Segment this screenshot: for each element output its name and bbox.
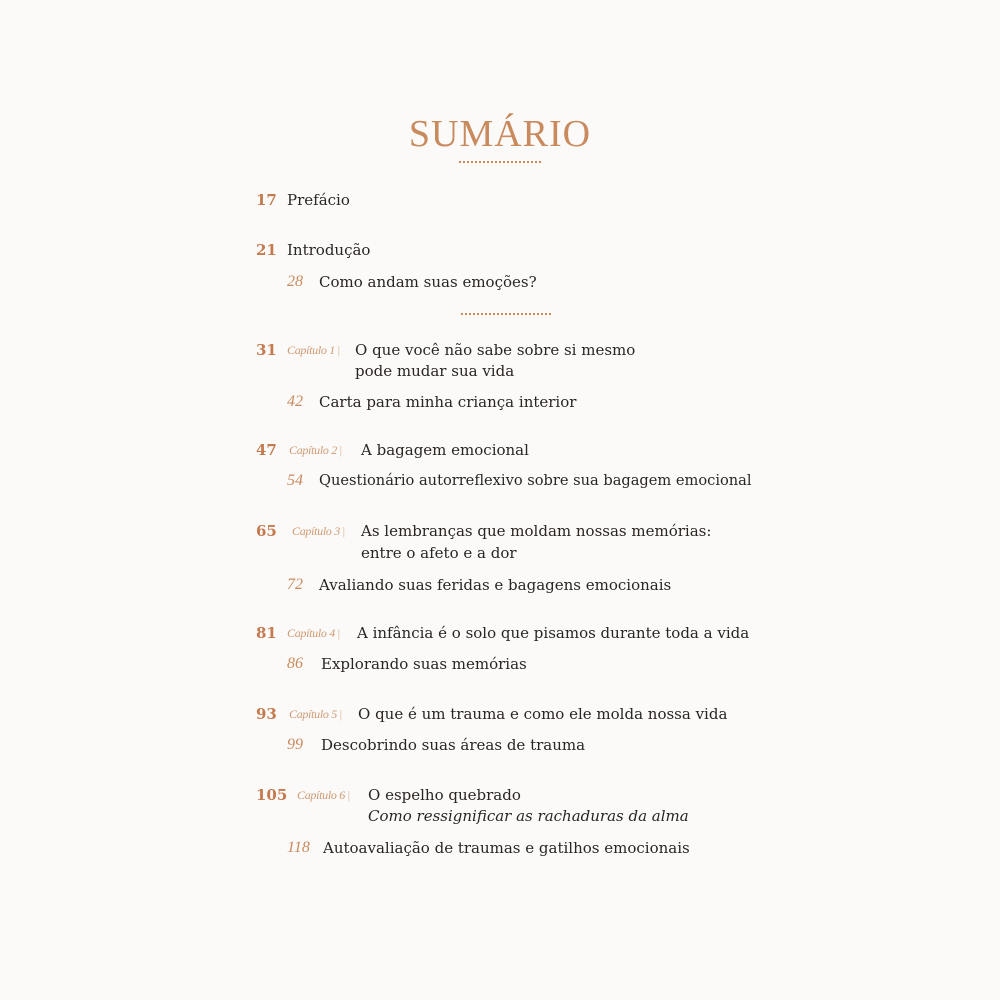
subentry-page-number: 54 <box>287 472 303 489</box>
entry-title[interactable]: A infância é o solo que pisamos durante toda a vida <box>357 624 750 642</box>
entry-page-number: 21 <box>256 241 277 259</box>
subentry-page-number: 72 <box>287 576 303 593</box>
chapter-separator: | <box>337 343 341 357</box>
subentry-page-number: 99 <box>287 736 303 753</box>
entry-page-number: 47 <box>256 441 277 459</box>
entry-title[interactable]: As lembranças que moldam nossas memórias: <box>361 522 712 540</box>
chapter-separator: | <box>339 443 343 457</box>
chapter-label-text: Capítulo 3 <box>292 524 341 538</box>
entry-title[interactable]: O que é um trauma e como ele molda nossa vida <box>358 705 728 723</box>
subentry-page-number: 118 <box>287 839 310 856</box>
chapter-separator: | <box>347 788 351 802</box>
entry-page-number: 65 <box>256 522 277 540</box>
chapter-label <box>292 522 345 540</box>
subentry-title[interactable]: Como andam suas emoções? <box>319 273 537 291</box>
section-divider <box>461 313 551 315</box>
entry-page-number: 81 <box>256 624 277 642</box>
subentry-title[interactable]: Avaliando suas feridas e bagagens emocionais <box>319 576 672 594</box>
entry-page-number: 31 <box>256 341 277 359</box>
title-divider <box>459 161 541 163</box>
entry-title[interactable]: A bagagem emocional <box>361 441 529 459</box>
chapter-label-text: Capítulo 4 <box>287 626 336 640</box>
entry-title[interactable]: O espelho quebrado <box>368 786 521 804</box>
page-title: SUMÁRIO <box>408 113 592 155</box>
subentry-title[interactable]: Questionário autorreflexivo sobre sua bagagem emocional <box>319 472 752 489</box>
subentry-page-number: 86 <box>287 655 303 672</box>
chapter-label <box>287 341 340 359</box>
chapter-label-text: Capítulo 1 <box>287 343 336 357</box>
entry-page-number: 105 <box>256 786 288 804</box>
entry-page-number: 93 <box>256 705 277 723</box>
chapter-label-text: Capítulo 6 <box>297 788 346 802</box>
entry-subtitle: Como ressignificar as rachaduras da alma <box>368 807 689 825</box>
chapter-separator: | <box>339 707 343 721</box>
subentry-title[interactable]: Autoavaliação de traumas e gatilhos emocionais <box>323 839 690 857</box>
subentry-title[interactable]: Explorando suas memórias <box>321 655 527 673</box>
chapter-label <box>287 624 340 642</box>
chapter-label-text: Capítulo 5 <box>289 707 338 721</box>
chapter-separator: | <box>337 626 341 640</box>
chapter-label <box>289 705 342 723</box>
entry-title[interactable]: O que você não sabe sobre si mesmo <box>355 341 636 359</box>
entry-page-number: 17 <box>256 191 277 209</box>
chapter-label <box>297 786 350 804</box>
entry-title-continued: entre o afeto e a dor <box>361 544 517 562</box>
subentry-page-number: 42 <box>287 393 303 410</box>
chapter-separator: | <box>342 524 346 538</box>
chapter-label-text: Capítulo 2 <box>289 443 338 457</box>
entry-title-continued: pode mudar sua vida <box>355 362 515 380</box>
entry-title[interactable]: Introdução <box>287 241 371 259</box>
chapter-label <box>289 441 342 459</box>
subentry-title[interactable]: Carta para minha criança interior <box>319 393 577 411</box>
subentry-title[interactable]: Descobrindo suas áreas de trauma <box>321 736 586 754</box>
entry-title[interactable]: Prefácio <box>287 191 350 209</box>
subentry-page-number: 28 <box>287 273 303 290</box>
